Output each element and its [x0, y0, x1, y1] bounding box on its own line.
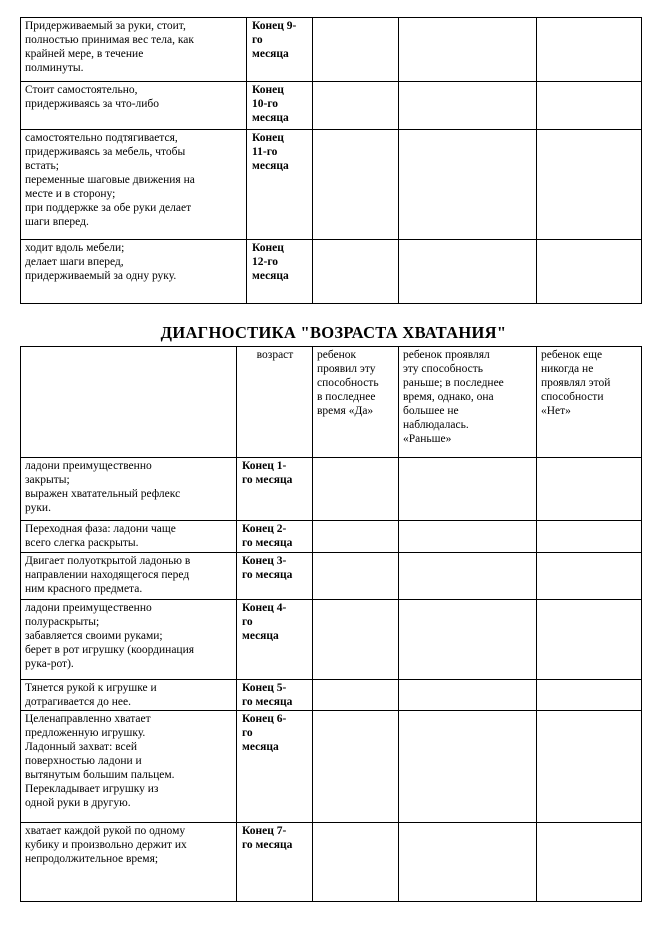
age-cell [237, 711, 313, 823]
text-line: ребенок проявлял [403, 349, 490, 361]
text-line: придерживаясь за мебель, чтобы [25, 146, 186, 158]
text-line: при поддержке за обе руки делает [25, 202, 192, 214]
text-line: Двигает полуоткрытой ладонью в [25, 555, 191, 567]
text-line: предложенную игрушку. [25, 727, 146, 739]
answer-no-cell[interactable] [537, 553, 642, 600]
answer-earlier-cell[interactable] [399, 823, 537, 902]
text-line: ладони преимущественно [25, 602, 152, 614]
header-skill-cell [21, 347, 237, 458]
skill-cell [21, 18, 247, 82]
header-yes [313, 347, 399, 458]
text-line: го месяца [242, 839, 293, 851]
text-line: способности [541, 391, 604, 403]
text-line: встать; [25, 160, 59, 172]
text-line: месяца [252, 48, 289, 60]
table-row [21, 711, 642, 823]
header-row [21, 347, 642, 458]
skill-cell [21, 823, 237, 902]
text-line: ребенок еще [541, 349, 603, 361]
answer-earlier-cell[interactable] [399, 240, 537, 304]
text-line: хватает каждой рукой по одному [25, 825, 186, 837]
answer-no-cell[interactable] [537, 240, 642, 304]
age-cell [247, 82, 313, 130]
skill-cell [21, 600, 237, 680]
text-line: Конец 3- [242, 555, 287, 567]
age-cell [237, 553, 313, 600]
answer-yes-cell[interactable] [313, 240, 399, 304]
text-line: «Нет» [541, 405, 571, 417]
grasp-diagnostics-table [20, 346, 642, 902]
skill-cell [21, 240, 247, 304]
text-line: месяца [242, 741, 279, 753]
text-line: Конец 5- [242, 682, 287, 694]
text-line: Конец 7- [242, 825, 287, 837]
text-line: 12-го [252, 256, 279, 268]
text-line: месте и в сторону; [25, 188, 116, 200]
answer-yes-cell[interactable] [313, 130, 399, 240]
answer-earlier-cell[interactable] [399, 600, 537, 680]
age-cell [237, 823, 313, 902]
answer-yes-cell[interactable] [313, 711, 399, 823]
table-row [21, 553, 642, 600]
answer-no-cell[interactable] [537, 823, 642, 902]
text-line: месяца [252, 270, 289, 282]
table-row [21, 600, 642, 680]
answer-earlier-cell[interactable] [399, 130, 537, 240]
text-line: го [242, 727, 253, 739]
text-line: непродолжительное время; [25, 853, 159, 865]
skill-cell [21, 711, 237, 823]
text-line: Конец 9- [252, 20, 297, 32]
text-line: шаги вперед. [25, 216, 89, 228]
answer-yes-cell[interactable] [313, 553, 399, 600]
text-line: месяца [252, 160, 289, 172]
text-line: рука-рот). [25, 658, 74, 670]
text-line: Тянется рукой к игрушке и [25, 682, 157, 694]
answer-earlier-cell[interactable] [399, 521, 537, 553]
header-no [537, 347, 642, 458]
text-line: Конец 6- [242, 713, 287, 725]
answer-earlier-cell[interactable] [399, 82, 537, 130]
text-line: придерживаясь за что-либо [25, 98, 160, 110]
text-line: 10-го [252, 98, 279, 110]
text-line: «Раньше» [403, 433, 452, 445]
table-row [21, 680, 642, 711]
text-line: го [242, 616, 253, 628]
text-line: го месяца [242, 474, 293, 486]
text-line: полминуты. [25, 62, 84, 74]
text-line: проявил эту [317, 363, 376, 375]
answer-yes-cell[interactable] [313, 82, 399, 130]
text-line: го месяца [242, 537, 293, 549]
text-line: время, однако, она [403, 391, 494, 403]
text-line: го месяца [242, 569, 293, 581]
text-line: 11-го [252, 146, 278, 158]
answer-no-cell[interactable] [537, 711, 642, 823]
answer-yes-cell[interactable] [313, 680, 399, 711]
text-line: Перекладывает игрушку из [25, 783, 159, 795]
text-line: месяца [242, 630, 279, 642]
age-cell [237, 458, 313, 521]
answer-earlier-cell[interactable] [399, 18, 537, 82]
text-line: Конец 2- [242, 523, 287, 535]
text-line: эту способность [403, 363, 484, 375]
text-line: дотрагивается до нее. [25, 696, 131, 708]
header-age: возраст [237, 347, 313, 458]
text-line: делает шаги вперед, [25, 256, 124, 268]
answer-earlier-cell[interactable] [399, 711, 537, 823]
table-row [21, 240, 642, 304]
skill-cell [21, 680, 237, 711]
text-line: наблюдалась. [403, 419, 469, 431]
table-row [21, 130, 642, 240]
text-line: переменные шаговые движения на [25, 174, 195, 186]
text-line: Конец 4- [242, 602, 287, 614]
text-line: самостоятельно подтягивается, [25, 132, 178, 144]
text-line: придерживаемый за одну руку. [25, 270, 177, 282]
skill-cell [21, 458, 237, 521]
skill-cell [21, 521, 237, 553]
age-cell [237, 680, 313, 711]
text-line: Переходная фаза: ладони чаще [25, 523, 176, 535]
text-line: го [252, 34, 263, 46]
section-title: ДИАГНОСТИКА "ВОЗРАСТА ХВАТАНИЯ" [160, 323, 507, 342]
text-line: Стоит самостоятельно, [25, 84, 138, 96]
age-cell [237, 521, 313, 553]
motor-skills-table [20, 17, 642, 304]
table-row [21, 82, 642, 130]
text-line: Конец 1- [242, 460, 287, 472]
text-line: Конец [252, 242, 284, 254]
text-line: большее не [403, 405, 459, 417]
answer-no-cell[interactable] [537, 458, 642, 521]
text-line: Целенаправленно хватает [25, 713, 151, 725]
answer-earlier-cell[interactable] [399, 680, 537, 711]
text-line: поверхностью ладони и [25, 755, 142, 767]
answer-yes-cell[interactable] [313, 823, 399, 902]
answer-no-cell[interactable] [537, 600, 642, 680]
text-line: в последнее [317, 391, 376, 403]
skill-cell [21, 553, 237, 600]
table-row [21, 458, 642, 521]
text-line: Конец [252, 132, 284, 144]
skill-cell [21, 82, 247, 130]
answer-yes-cell[interactable] [313, 600, 399, 680]
text-line: ребенок [317, 349, 357, 361]
text-line: одной руки в другую. [25, 797, 131, 809]
text-line: раньше; в последнее [403, 377, 504, 389]
age-cell [247, 240, 313, 304]
answer-yes-cell[interactable] [313, 521, 399, 553]
text-line: закрыты; [25, 474, 70, 486]
age-cell [247, 130, 313, 240]
header-earlier [399, 347, 537, 458]
text-line: время «Да» [317, 405, 374, 417]
text-line: кубику и произвольно держит их [25, 839, 187, 851]
text-line: месяца [252, 112, 289, 124]
answer-no-cell[interactable] [537, 680, 642, 711]
answer-no-cell[interactable] [537, 521, 642, 553]
age-cell [247, 18, 313, 82]
text-line: Ладонный захват: всей [25, 741, 138, 753]
text-line: руки. [25, 502, 51, 514]
answer-no-cell[interactable] [537, 130, 642, 240]
text-line: ходит вдоль мебели; [25, 242, 125, 254]
answer-no-cell[interactable] [537, 18, 642, 82]
text-line: выражен хватательный рефлекс [25, 488, 181, 500]
table-row [21, 823, 642, 902]
text-line: ним красного предмета. [25, 583, 143, 595]
text-line: никогда не [541, 363, 594, 375]
text-line: забавляется своими руками; [25, 630, 163, 642]
answer-yes-cell[interactable] [313, 458, 399, 521]
text-line: вытянутым большим пальцем. [25, 769, 175, 781]
text-line: направлении находящегося перед [25, 569, 190, 581]
text-line: полураскрыты; [25, 616, 100, 628]
text-line: способность [317, 377, 379, 389]
text-line: крайней мере, в течение [25, 48, 144, 60]
answer-earlier-cell[interactable] [399, 458, 537, 521]
age-cell [237, 600, 313, 680]
text-line: Конец [252, 84, 284, 96]
text-line: проявлял этой [541, 377, 611, 389]
text-line: всего слегка раскрыты. [25, 537, 139, 549]
text-line: Придерживаемый за руки, стоит, [25, 20, 186, 32]
text-line: го месяца [242, 696, 293, 708]
text-line: берет в рот игрушку (координация [25, 644, 195, 656]
answer-earlier-cell[interactable] [399, 553, 537, 600]
answer-yes-cell[interactable] [313, 18, 399, 82]
table-row [21, 18, 642, 82]
skill-cell [21, 130, 247, 240]
text-line: ладони преимущественно [25, 460, 152, 472]
table-row [21, 521, 642, 553]
text-line: полностью принимая вес тела, как [25, 34, 194, 46]
answer-no-cell[interactable] [537, 82, 642, 130]
